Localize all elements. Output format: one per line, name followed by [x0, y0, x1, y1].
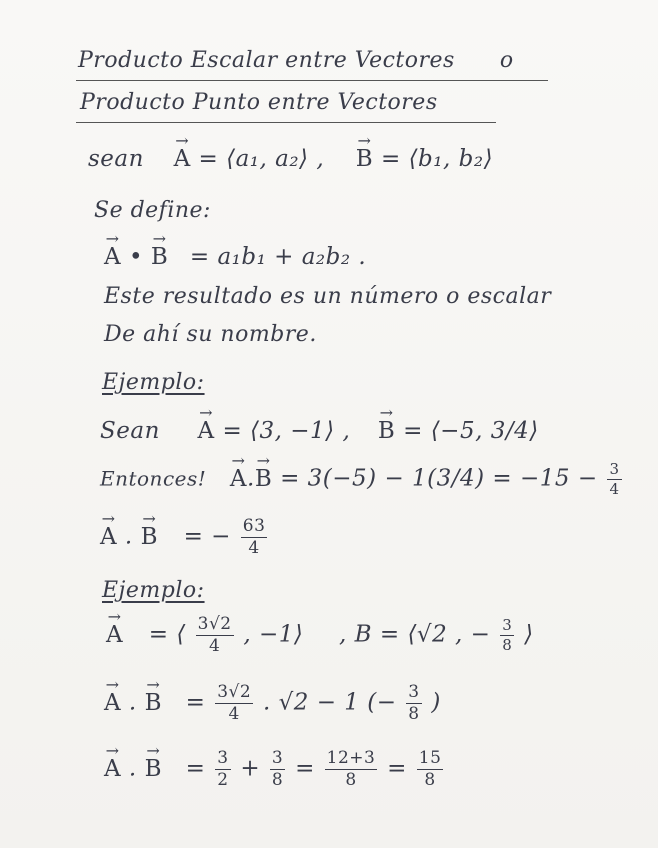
- calc-frac-den: 4: [609, 480, 620, 498]
- vector-a-symbol: → A: [174, 146, 191, 172]
- example2-a-fraction: [196, 616, 234, 655]
- result-num: 63: [242, 516, 266, 536]
- example2-vectors: [106, 616, 658, 655]
- step1-fraction-2: [406, 684, 421, 723]
- step2-fraction-1: [215, 750, 230, 789]
- step1-vector-a: → A: [104, 690, 121, 716]
- example2-heading: [102, 578, 658, 603]
- example2-a-suffix: , −1⟩: [243, 621, 304, 648]
- step2-fraction-3: [325, 750, 378, 789]
- define-label: [94, 198, 658, 223]
- step2-equals-3: =: [387, 755, 407, 782]
- step1-frac2-num: 3: [408, 682, 420, 702]
- example1-sean-label: Sean: [100, 418, 160, 444]
- example2-b-frac-den: 8: [502, 636, 513, 654]
- calc-expression: = 3(−5) − 1(3/4) = −15 −: [280, 465, 598, 492]
- example1-result: → A . → B = − $\frac{63}{4}$: [100, 518, 658, 557]
- step2-vector-b: → B: [145, 756, 162, 782]
- calc-vector-b: → B: [255, 466, 272, 492]
- sean-label: sean: [88, 146, 144, 172]
- result-fraction: [241, 518, 268, 557]
- example2-b-fraction: [500, 618, 514, 653]
- calc-vector-a: → A: [230, 466, 247, 492]
- step2-equals-2: =: [295, 755, 315, 782]
- step2-f3-num: 12+3: [326, 748, 376, 768]
- step2-f3-den: 8: [345, 770, 357, 790]
- result-vector-a: → A: [100, 524, 117, 550]
- step2-f1-num: 3: [217, 748, 229, 768]
- step1-equals: =: [185, 689, 206, 716]
- step2-f1-den: 2: [217, 770, 229, 790]
- step1-fraction-1: [215, 684, 253, 723]
- step2-equals-1: =: [185, 755, 206, 782]
- example1-vector-a: → A: [198, 418, 215, 444]
- example1-heading-text: Ejemplo:: [102, 370, 205, 395]
- calc-fraction: [607, 462, 621, 497]
- example1-calculation: Entonces! → A.→ B = 3(−5) − 1(3/4) = −15 − $\frac{3}{4}$: [100, 462, 658, 497]
- vector-b-components: = ⟨b₁, b₂⟩: [381, 146, 494, 172]
- step2-fraction-2: [270, 750, 285, 789]
- example1-a-value: = ⟨3, −1⟩ ,: [222, 418, 351, 444]
- example2-vector-a: → A: [106, 622, 123, 648]
- dot-product-formula: [104, 244, 658, 270]
- note-line-2: [104, 322, 658, 347]
- example2-step1: → A . → B = $\frac{3√2}{4}$ . √2 − 1 (− $\frac{3}{8}$ ): [104, 684, 658, 723]
- title-suffix: o: [499, 48, 514, 73]
- step1-frac1-den: 4: [228, 704, 240, 724]
- formula-rhs: = a₁b₁ + a₂b₂ .: [189, 244, 367, 270]
- example2-a-frac-den: 4: [208, 636, 221, 656]
- calc-frac-num: 3: [609, 460, 620, 478]
- step2-plus: +: [240, 755, 261, 782]
- formula-vector-b: → B: [151, 244, 168, 270]
- example2-a-frac-num: 3√2: [197, 614, 232, 634]
- step1-frac2-den: 8: [408, 704, 420, 724]
- example1-heading: [102, 370, 658, 395]
- example2-b-prefix: , B = ⟨√2 , −: [339, 621, 491, 648]
- step2-f4-den: 8: [424, 770, 436, 790]
- step1-vector-b: → B: [145, 690, 162, 716]
- result-den: 4: [248, 538, 260, 558]
- step2-fraction-4: [417, 750, 444, 789]
- title-line-1: [78, 48, 658, 73]
- formula-dot: •: [128, 244, 144, 270]
- step2-vector-a: → A: [104, 756, 121, 782]
- example2-b-frac-num: 3: [502, 616, 513, 634]
- title-rule-2: [76, 122, 496, 123]
- result-vector-b: → B: [141, 524, 158, 550]
- vector-a-components: = ⟨a₁, a₂⟩ ,: [198, 146, 325, 172]
- example2-step2: → A . → B = $\frac{3}{2}$ + $\frac{3}{8}$ = $\frac{12+3}{8}$ = $\frac{15}{8}$: [104, 750, 658, 789]
- step1-frac1-num: 3√2: [217, 682, 252, 702]
- formula-vector-a: → A: [104, 244, 121, 270]
- title-text-1: Producto Escalar entre Vectores: [78, 48, 455, 73]
- step2-f2-den: 8: [271, 770, 284, 790]
- note-text-1: Este resultado es un número o escalar: [104, 284, 552, 309]
- step2-f4-num: 15: [418, 748, 442, 768]
- result-prefix: = −: [183, 523, 231, 550]
- step1-middle: . √2 − 1 (−: [262, 689, 397, 716]
- example2-a-prefix: = ⟨: [148, 621, 186, 648]
- vector-b-symbol: → B: [356, 146, 373, 172]
- step1-end: ): [431, 689, 441, 716]
- example2-heading-text: Ejemplo:: [102, 578, 205, 603]
- example1-vector-b: → B: [378, 418, 395, 444]
- example2-b-suffix: ⟩: [524, 621, 534, 648]
- example1-b-value: = ⟨−5, 3/4⟩: [403, 418, 539, 444]
- step2-f2-num: 3: [271, 748, 284, 768]
- example1-vectors: [100, 418, 658, 444]
- entonces-label: Entonces!: [100, 466, 207, 491]
- title-text-2: Producto Punto entre Vectores: [80, 90, 438, 115]
- title-line-2: [80, 90, 658, 115]
- note-text-2: De ahí su nombre.: [104, 322, 317, 347]
- title-rule-1: [76, 80, 548, 81]
- note-line-1: [104, 284, 658, 309]
- definition-vectors: [88, 146, 658, 172]
- define-text: Se define:: [94, 198, 211, 223]
